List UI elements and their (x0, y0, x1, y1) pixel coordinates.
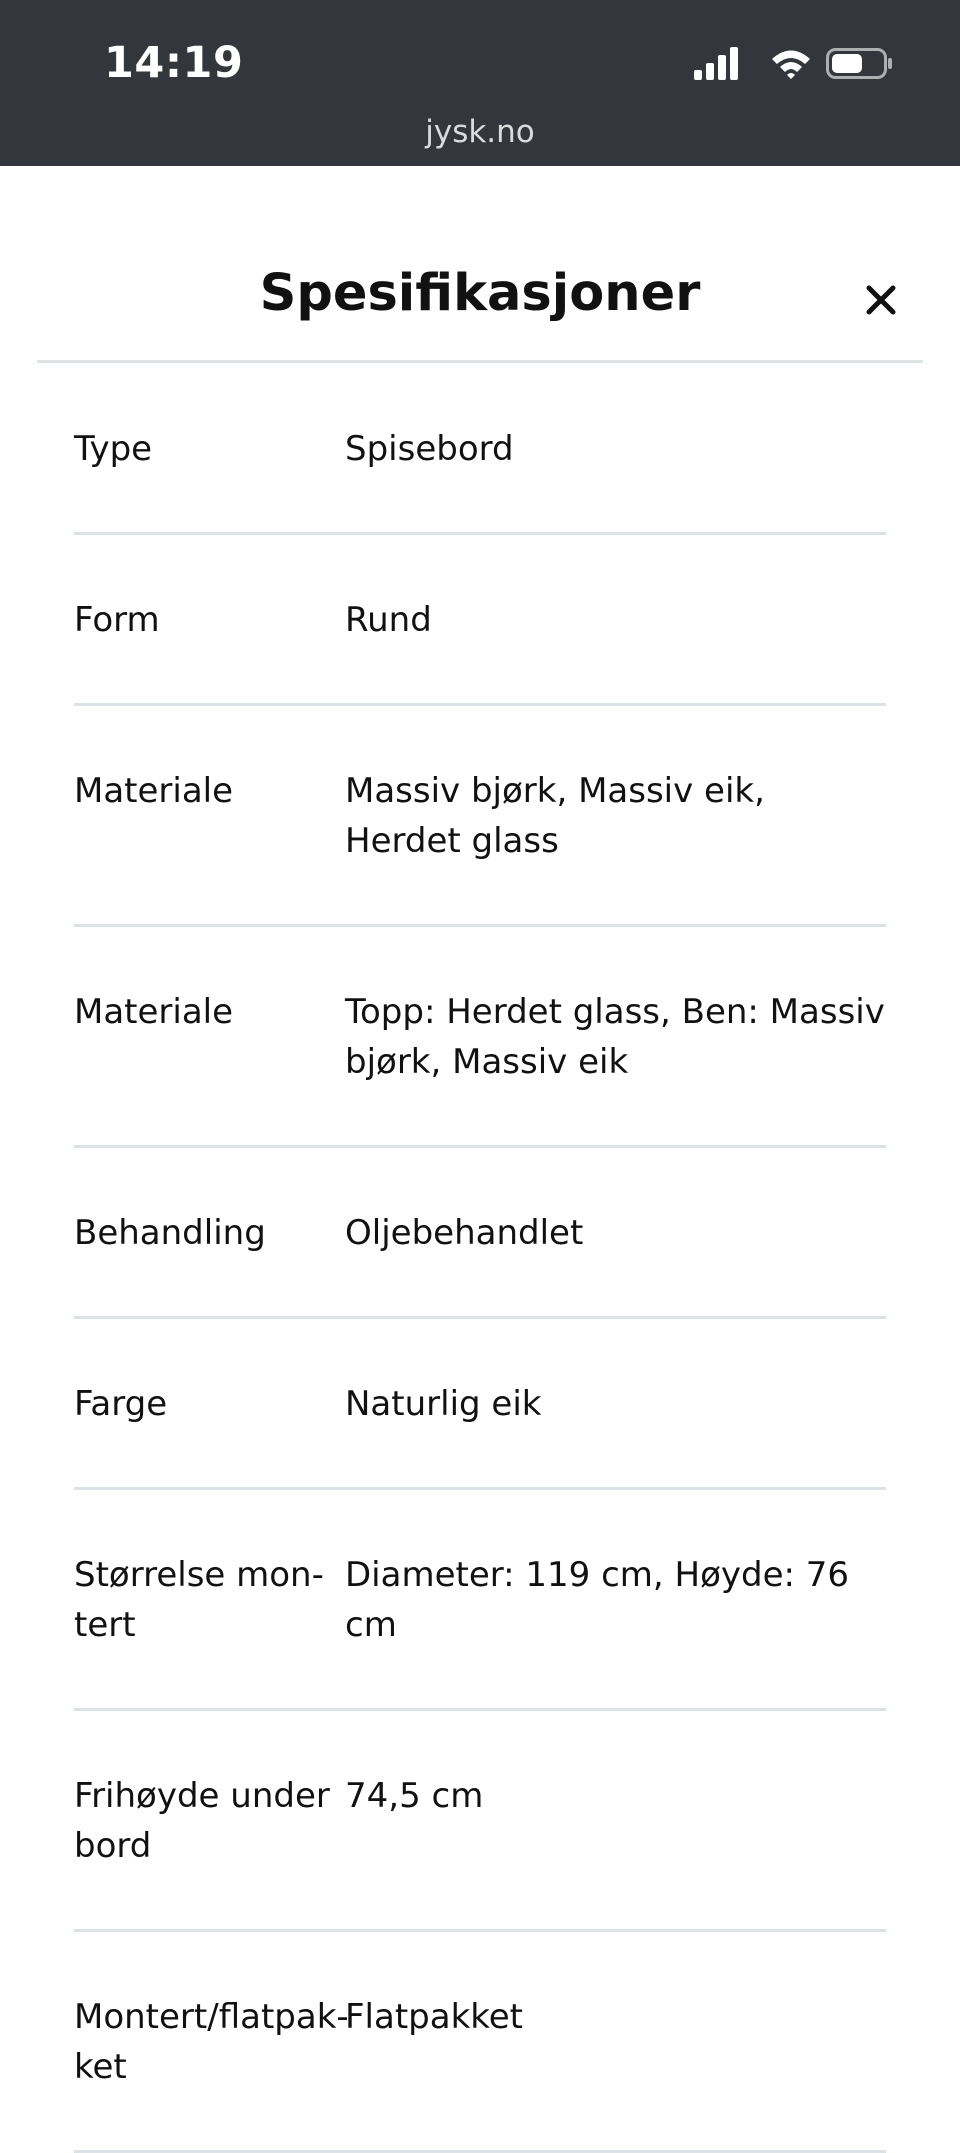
spec-value: Flatpakket (345, 1997, 524, 2037)
status-icons (694, 46, 894, 80)
spec-label: Behandling (74, 1213, 266, 1253)
close-icon (855, 274, 907, 326)
url-bar[interactable]: jysk.no (425, 114, 535, 150)
spec-value: 74,5 cm (345, 1776, 484, 1816)
spec-label: Montert/flatpak-ket (74, 1997, 349, 2087)
spec-row-material-detail (74, 927, 886, 1148)
spec-row-color (74, 1319, 886, 1490)
spec-row-material (74, 706, 886, 927)
spec-value: Naturlig eik (345, 1384, 542, 1424)
spec-label: Form (74, 600, 160, 640)
spec-label: Størrelse mon-tert (74, 1555, 324, 1645)
spec-value: Topp: Herdet glass, Ben: Massiv bjørk, Massiv eik (345, 992, 885, 1082)
cellular-signal-icon (694, 47, 738, 80)
spec-row-form (74, 535, 886, 706)
status-time: 14:19 (104, 38, 244, 88)
spec-value: Spisebord (345, 429, 514, 469)
header-divider (37, 360, 923, 363)
spec-label: Farge (74, 1384, 168, 1424)
close-button[interactable] (855, 274, 907, 326)
spec-label: Materiale (74, 992, 234, 1032)
spec-value: Massiv bjørk, Massiv eik, Herdet glass (345, 771, 765, 861)
spec-value: Rund (345, 600, 432, 640)
spec-list (74, 364, 886, 2153)
spec-value: Diameter: 119 cm, Høyde: 76 cm (345, 1555, 850, 1645)
spec-label: Type (74, 429, 153, 469)
sheet-header (0, 166, 960, 364)
spec-value: Oljebehandlet (345, 1213, 584, 1253)
battery-icon (828, 50, 893, 78)
page-title: Spesifikasjoner (259, 264, 701, 323)
spec-row-type (74, 364, 886, 535)
spec-label: Materiale (74, 771, 234, 811)
status-bar (0, 0, 960, 166)
status-icons-graphic (694, 46, 894, 80)
wifi-icon (772, 51, 810, 80)
spec-row-assembled-size (74, 1490, 886, 1711)
spec-row-clearance (74, 1711, 886, 1932)
spec-row-treatment (74, 1148, 886, 1319)
spec-row-assembled-flatpacked (74, 1932, 886, 2153)
spec-label: Frihøyde under bord (74, 1776, 330, 1866)
